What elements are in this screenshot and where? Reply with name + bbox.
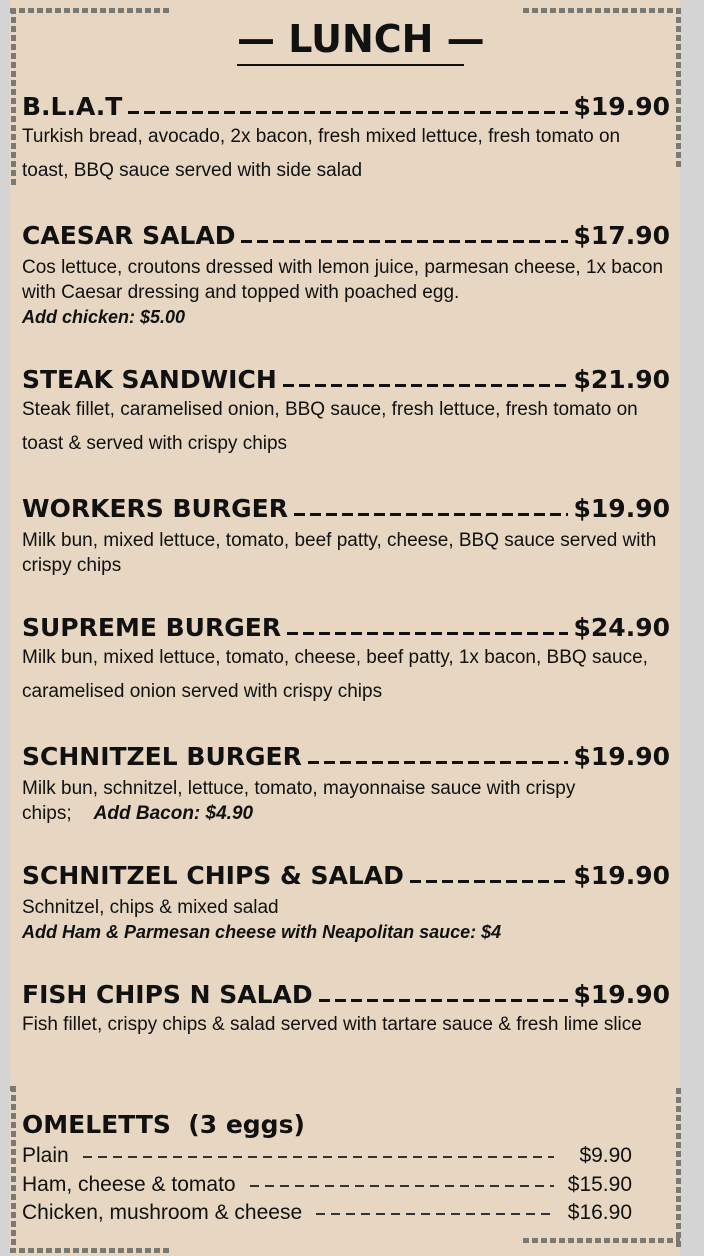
item-name: SUPREME BURGER: [22, 613, 282, 642]
item-description: Schnitzel, chips & mixed salad: [22, 897, 279, 918]
item-name: SCHNITZEL CHIPS & SALAD: [22, 861, 404, 890]
menu-item-blat: [22, 92, 670, 188]
omelettes-heading: OMELETTS (3 eggs): [22, 1110, 305, 1139]
frame-right-bottom-dashes: [676, 1088, 681, 1248]
dotted-leader: [128, 111, 567, 114]
menu-item-supreme-burger: [22, 613, 670, 709]
frame-left-top-dashes: [11, 8, 16, 188]
item-price: $19.90: [573, 742, 670, 771]
dotted-leader: [294, 513, 568, 516]
menu-title: — LUNCH —: [237, 17, 485, 61]
dotted-leader: [308, 761, 568, 764]
dotted-leader: [316, 1213, 554, 1215]
omelette-label: Plain: [22, 1144, 69, 1167]
item-description: [22, 776, 670, 826]
item-name: FISH CHIPS N SALAD: [22, 980, 313, 1009]
item-price: $19.90: [573, 980, 670, 1009]
dotted-leader: [287, 632, 567, 635]
frame-bottom-right-dashes: [523, 1238, 680, 1243]
omelette-label: Chicken, mushroom & cheese: [22, 1201, 303, 1224]
frame-left-bottom-dashes: [11, 1086, 16, 1251]
dotted-leader: [319, 999, 568, 1002]
omelette-price: $16.90: [567, 1201, 632, 1224]
item-price: $17.90: [573, 221, 670, 250]
frame-top-left-dashes: [10, 8, 170, 13]
frame-right-top-dashes: [676, 8, 681, 168]
item-name: SCHNITZEL BURGER: [22, 742, 302, 771]
omelette-price: $15.90: [567, 1172, 632, 1196]
menu-item-schnitzel-burger: [22, 742, 670, 826]
menu-item-workers-burger: [22, 494, 670, 578]
menu-item-schnitzel-chips-salad: [22, 861, 670, 945]
frame-top-right-dashes: [523, 8, 680, 13]
item-description: Steak fillet, caramelised onion, BBQ sauce, fresh lettuce, fresh tomato on toast & served with crispy chips: [22, 399, 638, 454]
omelette-row: [22, 1171, 632, 1200]
item-name: WORKERS BURGER: [22, 494, 288, 523]
omelette-label: Ham, cheese & tomato: [22, 1172, 236, 1196]
item-addon: Add Ham & Parmesan cheese with Neapolitan sauce: $4: [22, 922, 502, 942]
item-price: $19.90: [573, 861, 670, 890]
item-description: Fish fillet, crispy chips & salad served with tartare sauce & fresh lime slice: [22, 1014, 642, 1035]
omelettes-section: [22, 1108, 632, 1228]
item-name: CAESAR SALAD: [22, 221, 236, 250]
menu-title-block: [237, 14, 485, 66]
item-price: $21.90: [573, 365, 670, 394]
item-description: Cos lettuce, croutons dressed with lemon juice, parmesan cheese, 1x bacon with Caesar dressing and topped with poached egg.: [22, 257, 664, 303]
dotted-leader: [241, 240, 567, 243]
dotted-leader: [83, 1156, 554, 1158]
menu-item-caesar-salad: [22, 221, 670, 330]
item-addon: Add Bacon: $4.90: [93, 803, 254, 824]
dotted-leader: [283, 384, 568, 387]
omelette-price: $9.90: [579, 1144, 632, 1167]
frame-bottom-left-dashes: [10, 1248, 170, 1253]
omelette-row: [22, 1199, 632, 1228]
item-name: B.L.A.T: [22, 92, 123, 121]
item-description-text: Milk bun, schnitzel, lettuce, tomato, mayonnaise sauce with crispy chips;: [22, 778, 576, 824]
item-price: $24.90: [573, 613, 670, 642]
item-description: Milk bun, mixed lettuce, tomato, beef patty, cheese, BBQ sauce served with crispy chips: [22, 530, 657, 576]
item-price: $19.90: [573, 92, 670, 121]
item-description: Milk bun, mixed lettuce, tomato, cheese, beef patty, 1x bacon, BBQ sauce, caramelised onion served with crispy chips: [22, 647, 648, 702]
item-addon: Add chicken: $5.00: [22, 307, 186, 327]
title-underline: [237, 64, 464, 66]
item-description: Turkish bread, avocado, 2x bacon, fresh mixed lettuce, fresh tomato on toast, BBQ sauce served with side salad: [22, 126, 621, 181]
dotted-leader: [250, 1185, 554, 1187]
item-price: $19.90: [573, 494, 670, 523]
item-name: STEAK SANDWICH: [22, 365, 277, 394]
menu-item-fish-chips-salad: [22, 980, 670, 1042]
omelette-row: [22, 1142, 632, 1171]
dotted-leader: [410, 880, 568, 883]
menu-title-text: LUNCH: [288, 17, 434, 61]
menu-item-steak-sandwich: [22, 365, 670, 461]
